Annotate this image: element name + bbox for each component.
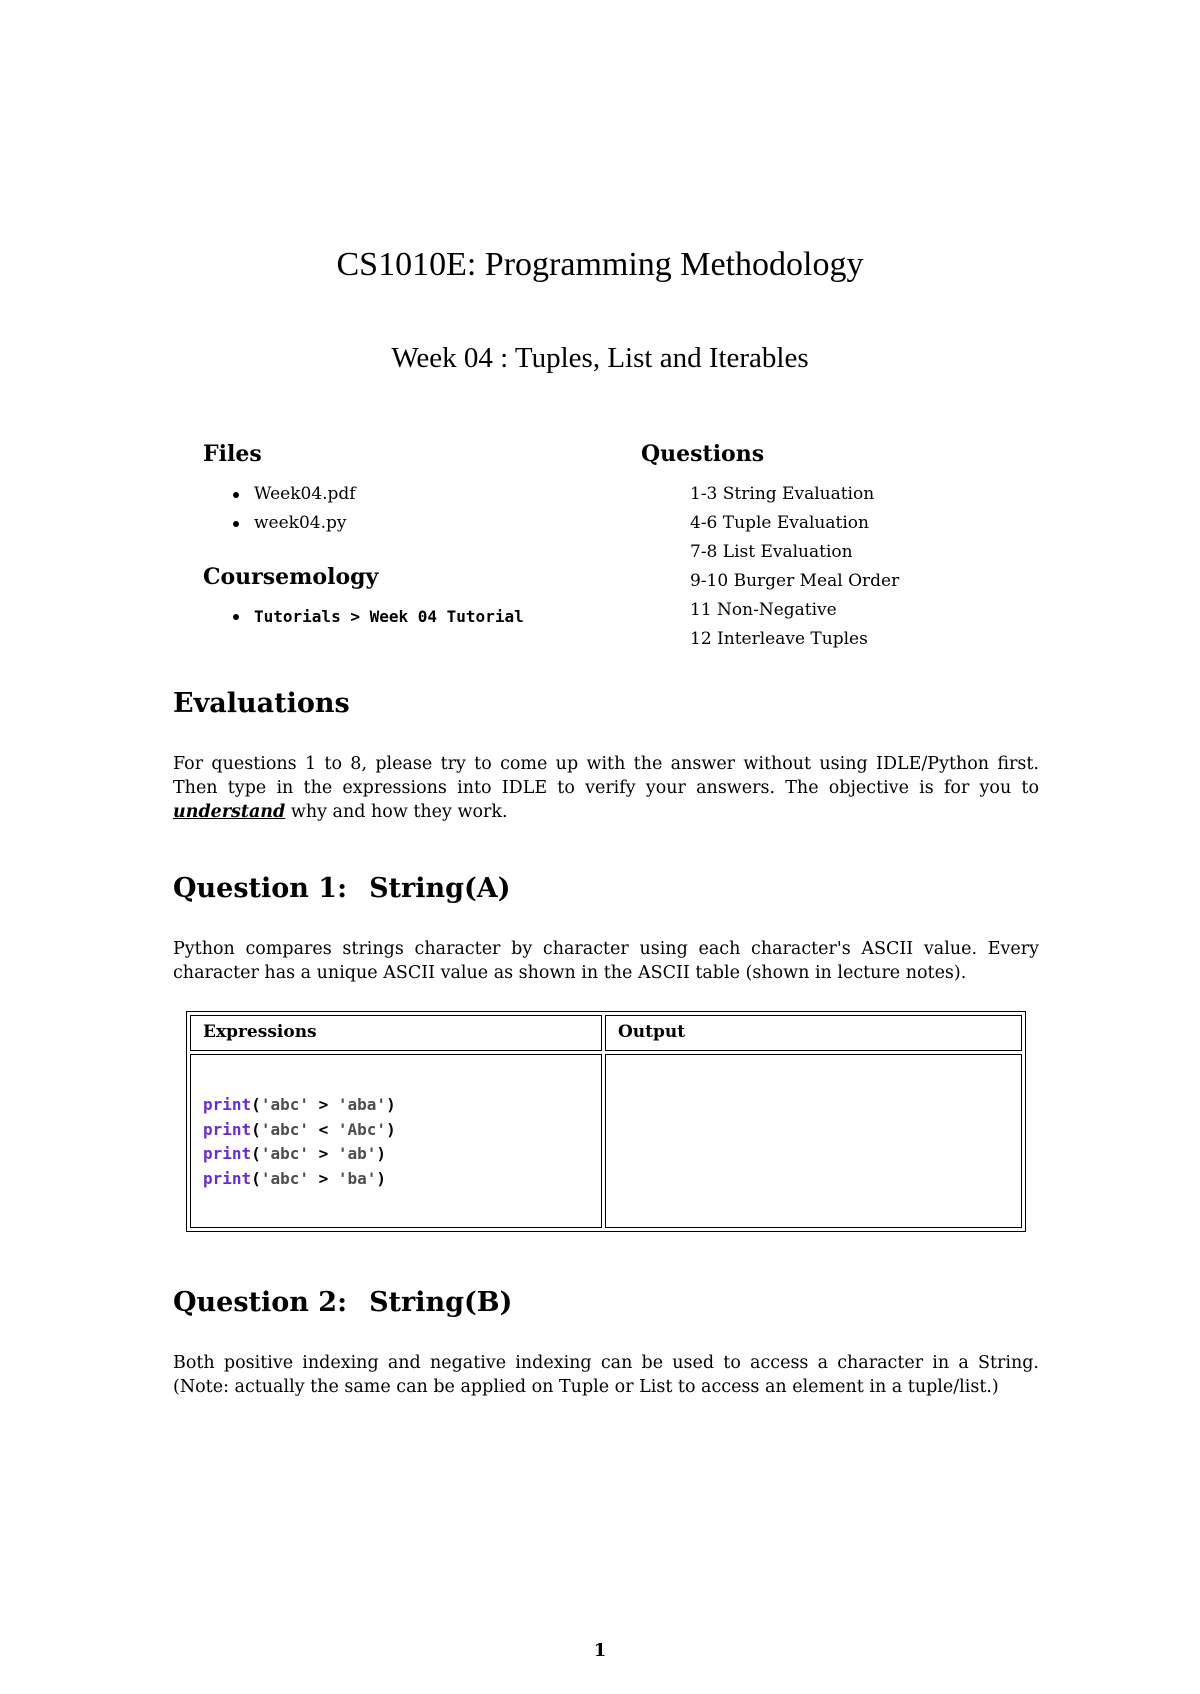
list-item[interactable]: 11 Non-Negative: [690, 600, 837, 620]
bullet-icon: [233, 614, 239, 620]
files-list: [228, 480, 356, 538]
list-item[interactable]: [228, 509, 356, 538]
questions-list: [690, 480, 899, 654]
understand-emphasis: understand: [173, 802, 286, 822]
list-item[interactable]: 12 Interleave Tuples: [690, 629, 868, 649]
evaluations-heading: Evaluations: [173, 688, 350, 719]
list-item[interactable]: 4-6 Tuple Evaluation: [690, 513, 869, 533]
page-subtitle: Week 04 : Tuples, List and Iterables: [391, 342, 809, 374]
question-2-number: Question 2:: [173, 1287, 348, 1318]
question-1-title: String(A): [369, 873, 511, 904]
evaluations-text: For questions 1 to 8, please try to come up with the answer without using IDLE/Python first. Then type in the expressions into IDLE to verify your answers. The objective is for you to: [173, 754, 1039, 798]
question-1-heading: [173, 872, 511, 906]
question-2-title: String(B): [369, 1287, 513, 1318]
list-item[interactable]: 9-10 Burger Meal Order: [690, 571, 900, 591]
code-line: print('abc' < 'Abc'): [203, 1119, 396, 1139]
question-1-description: Python compares strings character by character using each character's ASCII value. Every character has a unique ASCII value as shown in the ASCII table (shown in lecture notes).: [173, 939, 1039, 983]
code-line: print('abc' > 'ba'): [203, 1168, 387, 1188]
expressions-cell: [190, 1054, 602, 1228]
list-item[interactable]: 7-8 List Evaluation: [690, 542, 853, 562]
output-column-header: Output: [605, 1015, 1022, 1051]
file-link-py[interactable]: week04.py: [254, 513, 347, 533]
files-heading: Files: [203, 441, 262, 467]
coursemology-list: [228, 602, 524, 632]
coursemology-link[interactable]: Tutorials > Week 04 Tutorial: [254, 607, 524, 626]
bullet-icon: [233, 492, 239, 498]
question-1-number: Question 1:: [173, 873, 348, 904]
code-line: print('abc' > 'aba'): [203, 1095, 396, 1114]
question-2-heading: [173, 1286, 512, 1320]
question-2-description: Both positive indexing and negative indexing can be used to access a character in a String. (Note: actually the same can be applied on Tuple or List to access an element in a tuple/list.): [173, 1353, 1039, 1397]
file-link-pdf[interactable]: Week04.pdf: [254, 484, 356, 504]
coursemology-heading: Coursemology: [203, 564, 379, 590]
output-cell[interactable]: [605, 1054, 1022, 1228]
bullet-icon: [233, 521, 239, 527]
page-title: CS1010E: Programming Methodology: [336, 246, 864, 283]
list-item[interactable]: [228, 602, 524, 632]
table-header-row: [190, 1015, 1022, 1051]
table-row: [190, 1054, 1022, 1228]
questions-heading: Questions: [641, 441, 765, 467]
code-line: print('abc' > 'ab'): [203, 1144, 387, 1163]
list-item[interactable]: [228, 480, 356, 509]
page-number: 1: [593, 1640, 607, 1661]
question-1-table: [186, 1011, 1026, 1232]
list-item[interactable]: 1-3 String Evaluation: [690, 484, 875, 504]
evaluations-paragraph: [173, 752, 1039, 824]
expressions-column-header: Expressions: [190, 1015, 602, 1051]
evaluations-text-end: why and how they work.: [290, 802, 508, 822]
